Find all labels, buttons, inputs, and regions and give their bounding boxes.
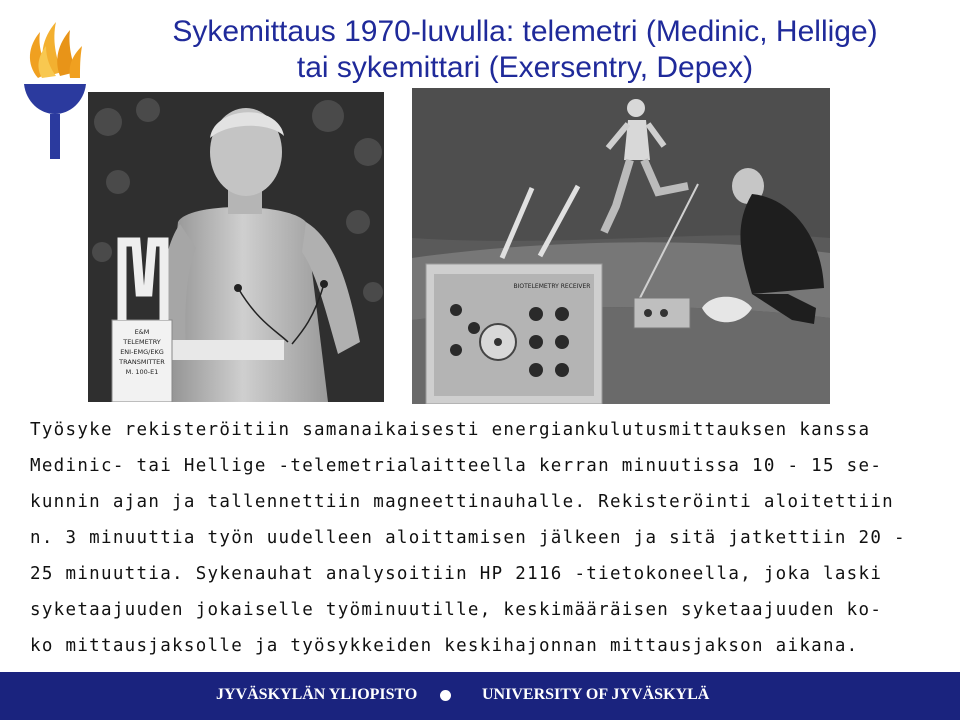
body-line-2: Medinic- tai Hellige -telemetrialaitteella kerran minuutissa 10 - 15 se- bbox=[30, 456, 883, 476]
body-text bbox=[30, 412, 942, 664]
transmitter-label-line-4: TRANSMITTER bbox=[119, 358, 165, 366]
body-line-6: syketaajuuden jokaiselle työminuutille, keskimääräisen syketaajuuden ko- bbox=[30, 600, 883, 620]
footer-university-english: UNIVERSITY OF JYVÄSKYLÄ bbox=[482, 686, 710, 703]
footer-separator-dot-icon bbox=[440, 690, 451, 701]
photo-man-with-telemetry bbox=[88, 92, 384, 402]
university-logo-icon bbox=[22, 16, 88, 161]
body-line-5: 25 minuuttia. Sykenauhat analysoitiin HP 2116 -tietokoneella, joka laski bbox=[30, 564, 883, 584]
body-line-7: ko mittausjaksolle ja työsykkeiden keskihajonnan mittausjakson aikana. bbox=[30, 636, 859, 656]
title-line-1: Sykemittaus 1970-luvulla: telemetri (Medinic, Hellige) bbox=[172, 15, 878, 48]
photo-left-illustration bbox=[88, 92, 384, 402]
transmitter-label-line-1: E&M bbox=[134, 328, 150, 336]
footer-university-finnish: JYVÄSKYLÄN YLIOPISTO bbox=[216, 686, 418, 703]
photo-runner-and-receiver bbox=[412, 88, 830, 404]
transmitter-label-line-3: ENI-EMG/EKG bbox=[120, 348, 164, 356]
slide-title bbox=[100, 14, 950, 86]
footer-bar bbox=[0, 672, 960, 720]
transmitter-label-line-2: TELEMETRY bbox=[123, 338, 161, 346]
title-line-2: tai sykemittari (Exersentry, Depex) bbox=[296, 51, 754, 84]
photo-right-illustration bbox=[412, 88, 830, 404]
body-line-3: kunnin ajan ja tallennettiin magneettinauhalle. Rekisteröinti aloitettiin bbox=[30, 492, 895, 512]
receiver-label: BIOTELEMETRY RECEIVER bbox=[513, 283, 591, 290]
body-line-4: n. 3 minuuttia työn uudelleen aloittamisen jälkeen ja sitä jatkettiin 20 - bbox=[30, 528, 906, 548]
transmitter-label-line-5: M. 100-E1 bbox=[125, 368, 159, 376]
body-line-1: Työsyke rekisteröitiin samanaikaisesti energiankulutusmittauksen kanssa bbox=[30, 420, 871, 440]
